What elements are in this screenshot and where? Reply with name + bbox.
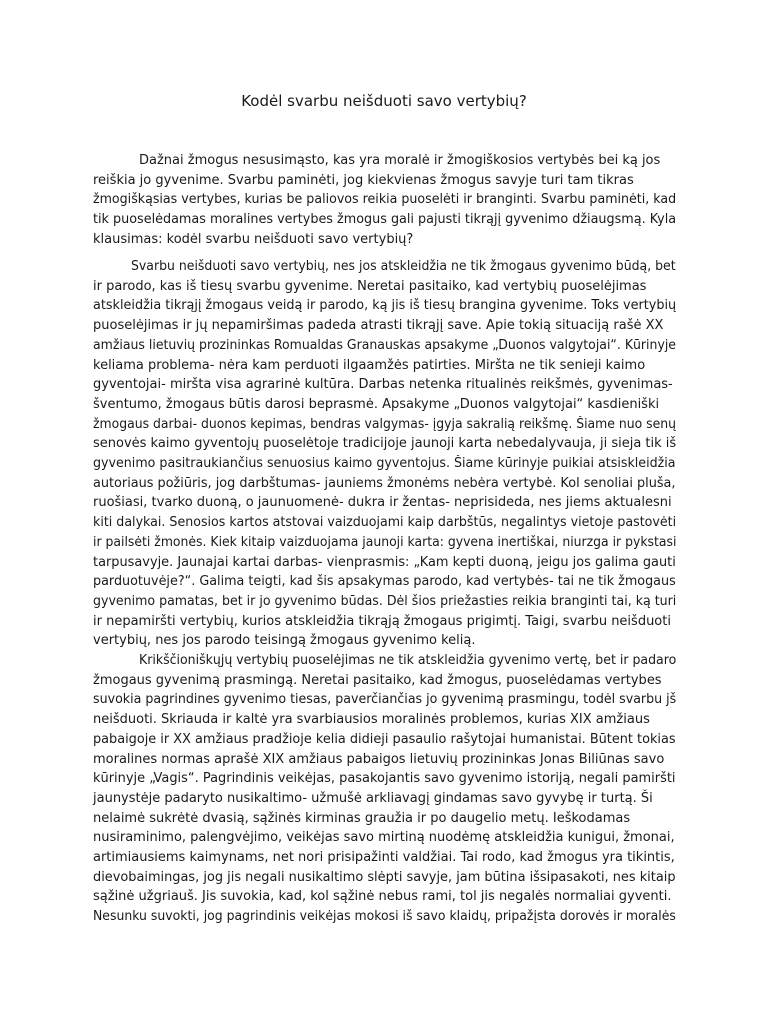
paragraph-3-line: sąžinė užgriauš. Jis suvokia, kad, kol sąžinė nebus rami, tol jis negalės normaliai gyventi. xyxy=(93,889,672,905)
paragraph-2-line: Svarbu neišduoti savo vertybių, nes jos atskleidžia ne tik žmogaus gyvenimo būdą, bet xyxy=(131,259,676,274)
paragraph-2-line: žmogaus darbai- duonos kepimas, bendras valgymas- įgyja sakralią reikšmę. Šiame nuo senų xyxy=(93,416,677,432)
paragraph-2-line: šventumo, žmogaus būtis darosi beprasmė. Apsakyme „Duonos valgytojai“ kasdieniški xyxy=(93,396,660,412)
paragraph-2-line: gyvenimo pamatas, bet ir jo gyvenimo būdas. Dėl šios priežasties reikia branginti tai, ką turi xyxy=(93,593,677,609)
paragraph-3-line: nusiraminimo, palengvėjimo, veikėjas savo mirtiną nuodėmę atskleidžia kunigui, žmonai, xyxy=(93,830,675,846)
paragraph-3-line: Nesunku suvokti, jog pagrindinis veikėjas mokosi iš savo klaidų, pripažįsta dorovės ir moralės xyxy=(93,909,676,925)
paragraph-3-line: žmogaus gyvenimą prasmingą. Neretai pasitaiko, kad žmogus, puoselėdamas vertybes xyxy=(93,672,662,688)
paragraph-1-line: Dažnai žmogus nesusimąsto, kas yra moralė ir žmogiškosios vertybės bei ką jos xyxy=(139,153,661,168)
paragraph-2-line: ruošiasi, tvarko duoną, o jaunuomenė- dukra ir žentas- neprisideda, nes jiems aktualesni xyxy=(93,495,672,511)
paragraph-2-line: puoselėjimas ir jų nepamiršimas padeda atrasti tikrąjį save. Apie tokią situaciją rašė XX xyxy=(93,318,664,334)
paragraph-3-line: jaunystėje padaryto nusikaltimo- užmušė arkliavagį gindamas savo gyvybę ir turtą. Ši xyxy=(93,790,653,806)
paragraph-2-line: gyventojai- miršta visa agrarinė kultūra. Darbas netenka ritualinės reikšmės, gyvenimas- xyxy=(93,377,673,393)
document-title: Kodėl svarbu neišduoti savo vertybių? xyxy=(241,92,527,110)
paragraph-2-line: atskleidžia tikrąjį žmogaus veidą ir parodo, ką jis iš tiesų brangina gyvenime. Toks vertybių xyxy=(93,298,677,314)
paragraph-3-line: Krikščioniškųjų vertybių puoselėjimas ne tik atskleidžia gyvenimo vertę, bet ir padaro xyxy=(139,653,677,668)
paragraph-2-line: tarpusavyje. Jaunajai kartai darbas- vienprasmis: „Kam kepti duoną, jeigu jos galima gauti xyxy=(93,554,676,570)
paragraph-2-line: kiti dalykai. Senosios kartos atstovai vaizduojami kaip darbštūs, negalintys vietoje pastovėti xyxy=(93,515,677,531)
paragraph-1-line: klausimas: kodėl svarbu neišduoti savo vertybių? xyxy=(93,231,414,247)
paragraph-2-line: amžiaus lietuvių prozininkas Romualdas Granauskas apsakyme „Duonos valgytojai“. Kūrinyje xyxy=(93,337,676,353)
paragraph-2-line: ir nepamiršti vertybių, kurios atskleidžia tikrąją žmogaus prigimtį. Taigi, svarbu neišduoti xyxy=(93,613,671,629)
paragraph-2-line: ir pailsėti žmonės. Kiek kitaip vaizduojama jaunoji karta: gyvena inertiškai, niurzga ir pykstasi xyxy=(93,534,677,550)
paragraph-3-line: kūrinyje „Vagis“. Pagrindinis veikėjas, pasakojantis savo gyvenimo istoriją, negali pamiršti xyxy=(93,771,676,787)
paragraph-2-line: vertybių, nes jos parodo teisingą žmogaus gyvenimo kelią. xyxy=(93,633,476,649)
paragraph-2-line: autoriaus požiūris, jog darbštumas- jauniems žmonėms nebėra vertybė. Kol senoliai pluša, xyxy=(93,475,676,491)
paragraph-1-line: tik puoselėdamas moralines vertybes žmogus gali pajusti tikrąjį gyvenimo džiaugsmą. Kyla xyxy=(93,212,677,228)
paragraph-1-line: reiškia jo gyvenime. Svarbu paminėti, jog kiekvienas žmogus savyje turi tam tikras xyxy=(93,172,634,188)
paragraph-3-line: dievobaimingas, jog jis negali nusikaltimo slėpti savyje, jam būtina išsipasakoti, nes kitaip xyxy=(93,869,676,885)
paragraph-3-line: artimiausiems kaimynams, net nori prisipažinti valdžiai. Tai rodo, kad žmogus yra tikintis, xyxy=(93,850,675,865)
paragraph-3-line: pabaigoje ir XX amžiaus pradžioje kelia didieji pasaulio rašytojai humanistai. Būtent tokias xyxy=(93,731,676,747)
paragraph-2-line: senovės kaimo gyventojų puoselėtoje tradicijoje jaunoji karta nebedalyvauja, ji sieja tik iš xyxy=(93,436,677,452)
paragraph-2-line: ir parodo, kas iš tiesų svarbu gyvenime. Neretai pasitaiko, kad vertybių puoselėjimas xyxy=(93,278,647,294)
paragraph-3-line: suvokia pagrindines gyvenimo tiesas, paverčiančias jo gyvenimą prasmingu, todėl svarbu jš xyxy=(93,692,677,708)
paragraph-2-line: gyvenimo pasitraukiančius senuosius kaimo gyventojus. Šiame kūrinyje puikiai atsiskleidžia xyxy=(93,456,676,471)
paragraph-2-line: parduotuvėje?“. Galima teigti, kad šis apsakymas parodo, kad vertybės- tai ne tik žmogaus xyxy=(93,574,676,590)
paragraph-3-line: moralines normas aprašė XIX amžiaus pabaigos lietuvių prozininkas Jonas Biliūnas savo xyxy=(93,751,665,767)
paragraph-3-line: nelaimė sukrėtė dvasią, sąžinės kirminas graužia ir po daugelio metų. Ieškodamas xyxy=(93,810,631,826)
paragraph-1-line: žmogiškąsias vertybes, kurias be paliovos reikia puoselėti ir branginti. Svarbu paminėti, kad xyxy=(93,192,677,208)
paragraph-3-line: neišduoti. Skriauda ir kaltė yra svarbiausios moralinės problemos, kurias XIX amžiaus xyxy=(93,712,650,728)
paragraph-2-line: keliama problema- nėra kam perduoti ilgaamžės patirties. Miršta ne tik senieji kaimo xyxy=(93,357,646,373)
